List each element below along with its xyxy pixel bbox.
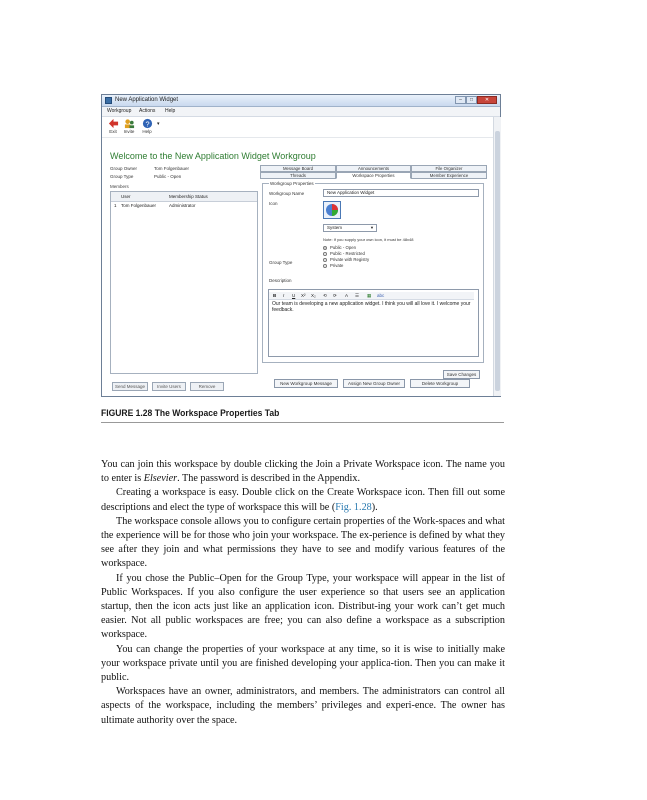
radio-private[interactable]: Private (323, 263, 343, 268)
group-owner-value: Tom Folgenbauer (154, 166, 190, 171)
help-icon (142, 118, 153, 129)
radio-unchecked-icon (323, 264, 327, 268)
group-type-value: Public - Open (154, 174, 182, 179)
paragraph-5: You can change the properties of your workspace at any time, so it is wise to initially make your workspace private until you are finished developing your applica-tion. Then you can make it public. (101, 643, 505, 684)
menu-bar (102, 107, 500, 117)
image-icon[interactable]: ▦ (367, 293, 372, 298)
underline-button[interactable]: U (292, 293, 296, 298)
menu-help[interactable]: Help (165, 108, 176, 114)
paragraph-6: Workspaces have an owner, administrators, and members. The administrators can control all aspects of the workspace, including the members’ privileges and experi-ence. The owner has ultimate authority over the space. (101, 686, 505, 726)
properties-title: Workgroup Properties (270, 181, 314, 186)
bold-button[interactable]: B (273, 293, 277, 298)
tab-threads[interactable]: Threads (260, 172, 336, 179)
send-message-button[interactable]: Send Message (112, 382, 148, 391)
invite-users-icon (124, 118, 135, 129)
assign-new-group-owner-button[interactable]: Assign New Group Owner (343, 379, 405, 388)
tab-announcements[interactable]: Announcements (336, 165, 411, 172)
members-header (111, 192, 257, 202)
workgroup-properties-panel (262, 181, 484, 377)
column-user[interactable]: User (121, 194, 131, 199)
table-row[interactable] (111, 202, 257, 210)
workgroup-name-label: Workgroup Name (269, 191, 305, 196)
redo-icon[interactable]: ⟳ (333, 293, 337, 298)
figure-reference-link[interactable]: Fig. 1.28 (335, 501, 372, 513)
svg-text:?: ? (144, 119, 150, 129)
scrollbar-thumb[interactable] (495, 131, 500, 391)
app-icon (105, 97, 112, 104)
window-title: New Application Widget (115, 97, 179, 103)
menu-workgroup[interactable]: Workgroup (107, 108, 132, 114)
group-type-field-label: Group Type (269, 260, 293, 265)
radio-public-open[interactable]: Public - Open (323, 245, 356, 250)
italic-button[interactable]: I (283, 293, 285, 298)
paragraph-4: If you chose the Public–Open for the Group Type, your workspace will appear in the list of Public Workspaces. If you also configure the user experience so that users see an application startup, then the icon acts just like an application icon. Distribut-ing your work can’t get much easier. Not all public workspaces are free; you can also define a workspace as a subscription workspace. (101, 572, 505, 641)
body-text (101, 458, 505, 728)
minimize-icon[interactable]: – (455, 96, 466, 104)
undo-icon[interactable]: ⟲ (323, 293, 327, 298)
group-type-label: Group Type (110, 174, 134, 179)
figure-caption: FIGURE 1.28 The Workspace Properties Tab (101, 408, 280, 419)
tab-workspace-properties[interactable]: Workspace Properties (336, 172, 411, 179)
icon-label: Icon (269, 201, 278, 206)
save-changes-button[interactable]: Save Changes (443, 370, 480, 379)
chevron-down-icon: ▼ (370, 225, 374, 230)
list-icon[interactable]: ☰ (355, 293, 360, 298)
exit-arrow-icon (108, 118, 119, 129)
invite-button[interactable] (120, 118, 138, 134)
invite-users-button[interactable]: Invite Users (152, 382, 186, 391)
emphasis-elsevier: Elsevier (143, 473, 178, 485)
paragraph-1: You can join this workspace by double clicking the Join a Private Workspace icon. The name you to enter is Elsevier. The password is described in the Appendix. (101, 459, 505, 485)
workgroup-name-input[interactable]: New Application Widget (323, 189, 479, 197)
help-button[interactable] (138, 118, 156, 134)
editor-toolbar (269, 292, 474, 300)
radio-unchecked-icon (323, 258, 327, 262)
description-label: Description (269, 278, 292, 283)
maximize-icon[interactable]: □ (466, 96, 477, 104)
tab-member-experience[interactable]: Member Experience (411, 172, 487, 179)
description-text: Our team is developing a new application widget. I think you will all love it. I welcome your feedback. (272, 301, 471, 313)
radio-checked-icon (323, 246, 327, 250)
invite-label: Invite (123, 129, 135, 134)
row-number: 1 (114, 203, 117, 208)
new-workgroup-message-button[interactable]: New Workgroup Message (274, 379, 338, 388)
group-owner-label: Group Owner (110, 166, 138, 171)
icon-note: Note: If you supply your own icon, it must be 48x48 (323, 237, 414, 242)
icon-select-value: System (327, 225, 343, 230)
vertical-scrollbar[interactable] (493, 117, 501, 396)
menu-actions[interactable]: Actions (139, 108, 156, 114)
radio-unchecked-icon (323, 252, 327, 256)
tab-file-organizer[interactable]: File Organizer (411, 165, 487, 172)
toolbar-dropdown-icon[interactable]: ▾ (157, 121, 160, 127)
title-bar (102, 95, 500, 107)
help-label: Help (142, 129, 152, 134)
row-user: Tom Folgenbauer (121, 203, 157, 208)
paragraph-3: The workspace console allows you to configure certain properties of the Work-spaces and what the experience will be for those who join your workspace. The ex-perience is defined by what they see after they join and what permissions they have to see and modify various features of the workspace. (101, 515, 505, 570)
delete-workgroup-button[interactable]: Delete Workgroup (410, 379, 470, 388)
members-table (110, 191, 258, 374)
font-color-button[interactable]: A (345, 293, 349, 298)
app-window (101, 94, 501, 397)
workgroup-heading: Welcome to the New Application Widget Workgroup (110, 151, 316, 161)
radio-private-with-registry[interactable]: Private with Registry (323, 257, 369, 262)
icon-select[interactable] (323, 224, 377, 232)
column-membership-status[interactable]: Membership Status (169, 194, 208, 199)
radio-public-restricted[interactable]: Public - Restricted (323, 251, 365, 256)
row-status: Administrator (169, 203, 196, 208)
subscript-button[interactable]: X₂ (311, 293, 316, 298)
superscript-button[interactable]: X² (301, 293, 306, 298)
members-label: Members (110, 184, 129, 189)
remove-button[interactable]: Remove (190, 382, 224, 391)
spellcheck-button[interactable]: abc (377, 293, 385, 298)
close-icon[interactable]: ✕ (477, 96, 497, 104)
tab-message-board[interactable]: Message Board (260, 165, 336, 172)
workgroup-icon-preview[interactable] (323, 201, 341, 219)
exit-label: Exit (109, 129, 117, 134)
toolbar (102, 117, 500, 138)
color-ball-icon (324, 202, 340, 218)
caption-rule (101, 422, 504, 423)
paragraph-2: Creating a workspace is easy. Double click on the Create Workspace icon. Then fill out some descriptions and elect the type of workspace this will be (Fig. 1.28). (101, 487, 505, 513)
